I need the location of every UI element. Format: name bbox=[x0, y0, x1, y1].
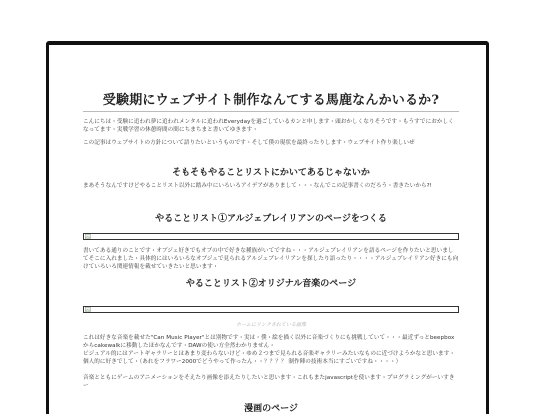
section-1-text: まあそうなんですけどやることリスト以外に踏み中にいろいろアイデアがありまして・・・なんでこの記事書くのだろう・書きたいから?! bbox=[83, 183, 432, 189]
section-2-text: 書いてある通りのことです・オブジェ好きでもオブの中で好きな種族がいてですね・・・アルジェブレイリアンを語るページを作りたいと思いましてそこに入れました・具体的にはいろいろなオブジェで見られるアルジェブレイリアンを探したり語ったり・・・・アルジェブレイリアン好きにも向けていろいろ関連情報を載せていきたいと思います・ bbox=[83, 248, 459, 270]
article-window bbox=[46, 42, 489, 414]
section-3-text-1: これは好きな音楽を載せた"Can Music Player"とは別物です・実は・僕・絵を描く以外に音楽づくりにも挑戦していて・・・最近ずっとbeepboxからcakewalkに移動したほかなんです・DAWの使い方全然わかりません・ bbox=[83, 335, 455, 349]
section-1-heading: そもそもやることリストにかいてあるじゃないか bbox=[172, 168, 370, 178]
section-3-heading: やることリスト②オリジナル音楽のページ bbox=[185, 279, 357, 289]
title-divider bbox=[83, 111, 459, 112]
section-3-text-2: ビジュアル的にはアートギャラリーとはあまり変わらないけど・ゆめ２つまで見られる音楽ギャラリーみたいなものに近づけようかなと思います・個人的に好きでして・（あれをフラワー2000でどうやって作ったん・・？？？？ 制作陣の技術本当にすごいですね・・・・） bbox=[83, 351, 455, 365]
broken-image-icon bbox=[85, 234, 91, 239]
section-3-image[interactable] bbox=[83, 306, 459, 313]
section-2-heading: やることリスト①アルジェブレイリアンのページをつくる bbox=[155, 214, 387, 224]
section-3-text-3: 音楽とともにゲームのアニメーションをそえたり画像を添えたりしたいと思います・これもまたjavascriptを使います・プログラミングがーいすきー bbox=[83, 375, 455, 389]
intro-paragraph-2: この記事はウェブサイトの方針について語りたいというものです・そして僕の現状を最終ったりします・ウェブサイト作り楽しいぜ bbox=[83, 140, 415, 146]
section-4-heading: 漫画のページ bbox=[244, 404, 298, 414]
image-caption: ホームにリンクされている画像 bbox=[236, 322, 306, 328]
broken-image-icon bbox=[85, 307, 91, 312]
section-2-image bbox=[83, 233, 459, 240]
intro-paragraph-1: こんにちは・受験に追われ夢に追われメンタルに追われEverydayを過ごしているカンと申します・頭おかしくなりそうです・もうすでにおかしくなってます・実戦学習の休憩時間の間にちまちまと書いてゆきます・ bbox=[83, 119, 454, 133]
page-title: 受験期にウェブサイト制作なんてする馬鹿なんかいるか? bbox=[102, 93, 440, 108]
